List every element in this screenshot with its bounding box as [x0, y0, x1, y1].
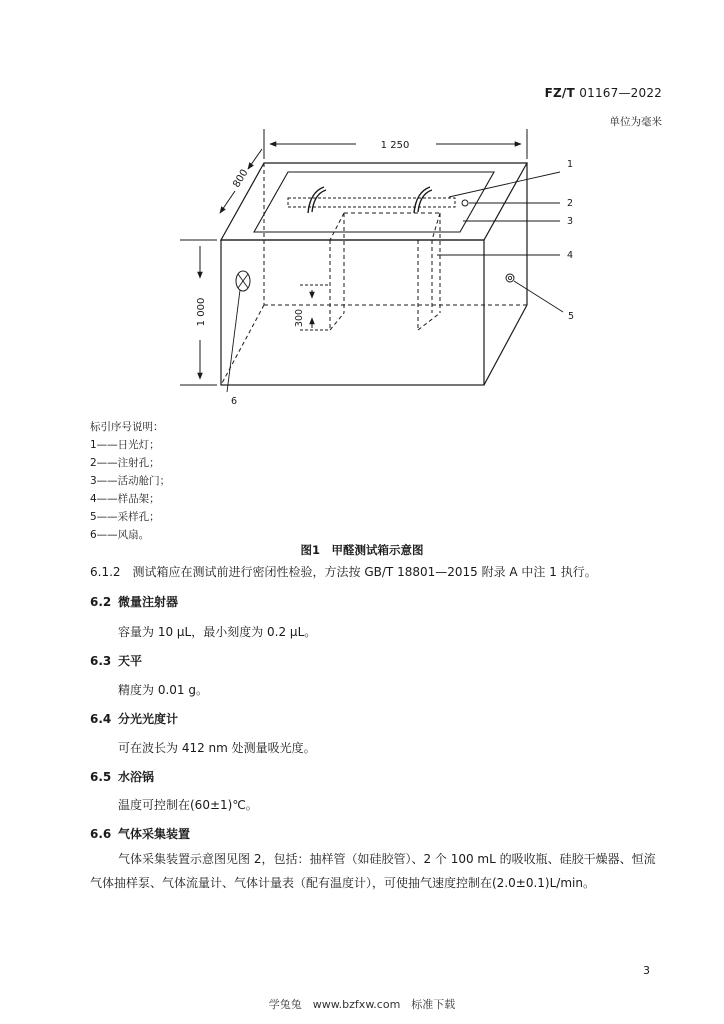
section-title: 微量注射器 — [118, 595, 179, 609]
callout-3: 3 — [567, 216, 574, 227]
section-title: 水浴锅 — [118, 770, 155, 784]
lamp-handles — [308, 187, 432, 213]
injection-hole-icon — [462, 200, 468, 206]
callout-4: 4 — [567, 250, 574, 261]
callout-6: 6 — [231, 396, 238, 407]
section-number: 6.5 — [90, 770, 112, 784]
callout-5: 5 — [568, 311, 575, 322]
heading-6-6 — [90, 825, 190, 842]
heading-6-4 — [90, 710, 178, 727]
box-outline — [221, 163, 527, 385]
callout-1: 1 — [567, 159, 574, 170]
standard-prefix: FZ/T — [544, 86, 575, 100]
page-number: 3 — [643, 964, 650, 977]
callout-lines — [227, 172, 563, 392]
section-number: 6.6 — [90, 827, 112, 841]
unit-note: 单位为毫米 — [609, 116, 662, 128]
test-box-figure — [0, 0, 724, 420]
standard-number: 01167—2022 — [579, 86, 662, 100]
depth-label: 800 — [231, 167, 251, 190]
footer-watermark: 学兔兔 www.bzfxw.com 标准下载 — [268, 998, 456, 1011]
legend-item: 2——注射孔； — [90, 457, 160, 469]
movable-door — [254, 172, 494, 232]
heading-6-3 — [90, 652, 142, 669]
legend-item: 4——样品架； — [90, 493, 160, 505]
paragraph-6-6: 气体采集装置示意图见图 2，包括：抽样管（如硅胶管）、2 个 100 mL 的吸收瓶、硅胶干燥器、恒流气体抽样泵、气体流量计、气体计量表（配有温度计），可使抽气速度控制在(2.0±0.1)L/min。 — [90, 852, 656, 890]
section-number: 6.3 — [90, 654, 112, 668]
height-label: 1 000 — [196, 297, 207, 327]
sample-rack — [330, 213, 440, 330]
hidden-edges — [221, 163, 527, 385]
shelf-label: 300 — [294, 308, 305, 328]
legend-item: 5——采样孔； — [90, 511, 160, 523]
legend-item: 3——活动舱门； — [90, 475, 171, 487]
legend-item: 1——日光灯； — [90, 439, 160, 451]
paragraph-6-4: 可在波长为 412 nm 处测量吸光度。 — [118, 741, 316, 755]
paragraph-6-2: 容量为 10 μL，最小刻度为 0.2 μL。 — [118, 625, 317, 639]
fan-icon — [236, 271, 250, 291]
sampling-hole-icon — [506, 274, 514, 282]
figure-caption: 图1 甲醛测试箱示意图 — [300, 543, 424, 557]
section-title: 天平 — [118, 654, 143, 668]
legend-item: 6——风扇。 — [90, 529, 150, 541]
legend-title: 标引序号说明： — [90, 421, 164, 433]
callout-2: 2 — [567, 198, 574, 209]
clause-6-1-2: 6.1.2 测试箱应在测试前进行密闭性检验，方法按 GB/T 18801—2015 附录 A 中注 1 执行。 — [90, 565, 597, 579]
section-number: 6.4 — [90, 712, 112, 726]
heading-6-2 — [90, 593, 178, 610]
heading-6-5 — [90, 768, 154, 785]
section-title: 气体采集装置 — [118, 827, 191, 841]
section-title: 分光光度计 — [118, 712, 179, 726]
paragraph-6-3: 精度为 0.01 g。 — [118, 683, 208, 697]
width-label: 1 250 — [380, 140, 410, 151]
section-number: 6.2 — [90, 595, 112, 609]
paragraph-6-5: 温度可控制在(60±1)℃。 — [118, 798, 258, 812]
